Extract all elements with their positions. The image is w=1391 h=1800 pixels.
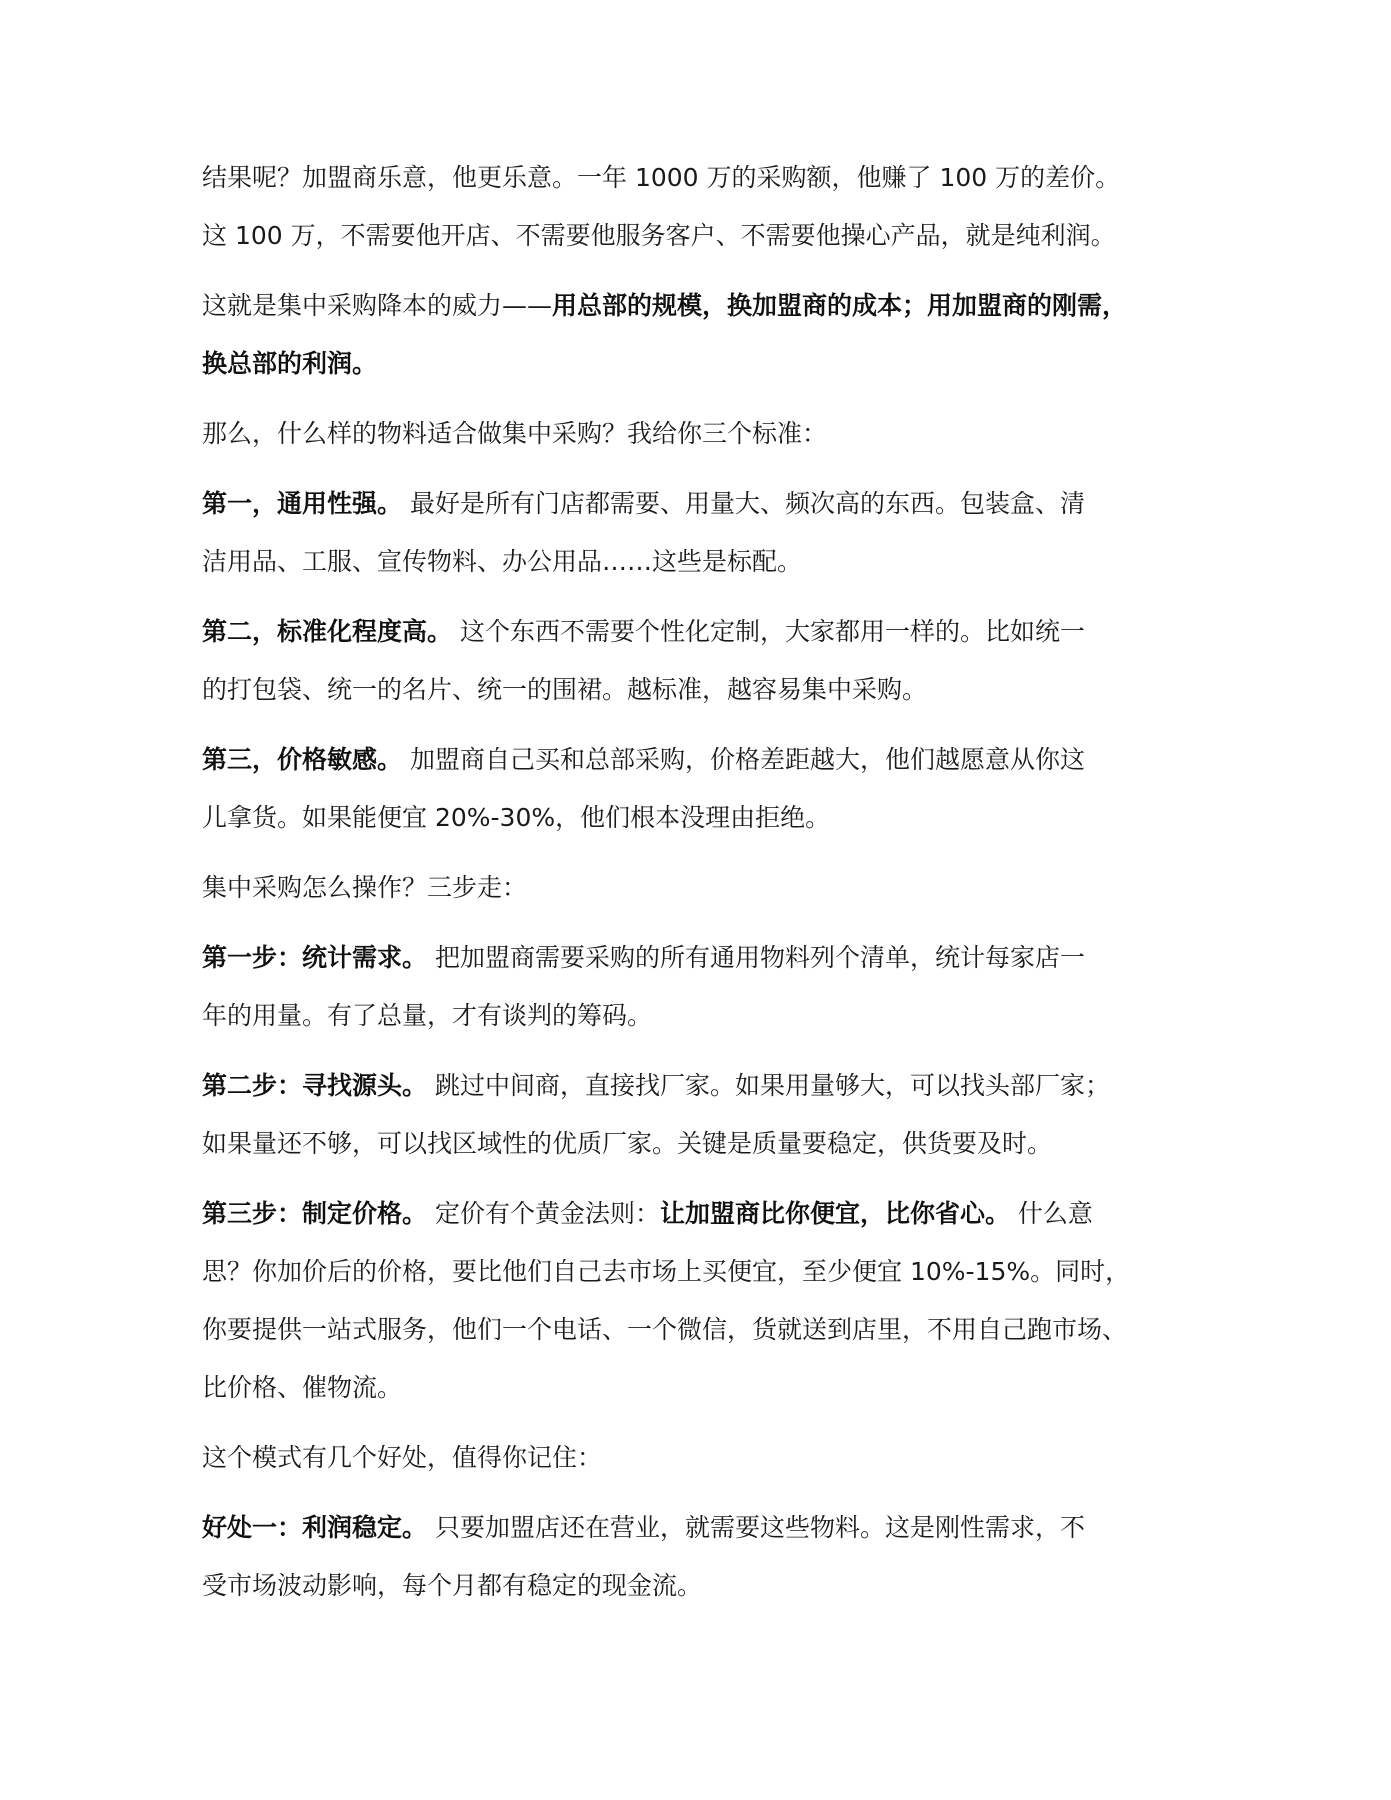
text-bold: 好处一：利润稳定。	[202, 1513, 428, 1542]
text-line: 年的用量。有了总量，才有谈判的筹码。	[202, 1001, 653, 1030]
text-line	[202, 1196, 1202, 1232]
text-plain: 跳过中间商，直接找厂家。如果用量够大，可以找头部厂家；	[427, 1071, 1110, 1100]
paragraph-step-3	[202, 1196, 1202, 1406]
text-line	[202, 1068, 1202, 1104]
text-line: 儿拿货。如果能便宜 20%-30%，他们根本没理由拒绝。	[202, 803, 831, 832]
text-bold: 让加盟商比你便宜，比你省心。	[659, 1199, 1010, 1228]
text-line	[202, 940, 1202, 976]
text-plain: 只要加盟店还在营业，就需要这些物料。这是刚性需求，不	[427, 1513, 1085, 1542]
text-bold: 第二步：寻找源头。	[202, 1071, 428, 1100]
text-plain: 这就是集中采购降本的威力——	[202, 291, 553, 320]
text-plain: 什么意	[1009, 1199, 1093, 1228]
text-plain: 最好是所有门店都需要、用量大、频次高的东西。包装盒、清	[402, 489, 1085, 518]
paragraph-criteria-intro	[202, 416, 1202, 452]
paragraph-criterion-3	[202, 742, 1202, 836]
text-plain: 定价有个黄金法则：	[427, 1199, 660, 1228]
paragraph-benefit-1	[202, 1510, 1202, 1604]
text-line: 集中采购怎么操作？三步走：	[202, 873, 528, 902]
text-line: 洁用品、工服、宣传物料、办公用品……这些是标配。	[202, 547, 803, 576]
paragraph-power-of-central-purchasing	[202, 288, 1202, 382]
text-bold: 第二，标准化程度高。	[202, 617, 453, 646]
text-line	[202, 346, 1202, 382]
text-line: 你要提供一站式服务，他们一个电话、一个微信，货就送到店里，不用自己跑市场、	[202, 1315, 1128, 1344]
document-page	[202, 160, 1202, 1604]
text-line	[202, 288, 1202, 324]
paragraph-steps-intro	[202, 870, 1202, 906]
text-line	[202, 1510, 1202, 1546]
text-plain: 加盟商自己买和总部采购，价格差距越大，他们越愿意从你这	[402, 745, 1085, 774]
text-line: 思？你加价后的价格，要比他们自己去市场上买便宜，至少便宜 10%-15%。同时，	[202, 1257, 1131, 1286]
text-line	[202, 742, 1202, 778]
paragraph-criterion-1	[202, 486, 1202, 580]
text-line: 比价格、催物流。	[202, 1373, 403, 1402]
text-line: 结果呢？加盟商乐意，他更乐意。一年 1000 万的采购额，他赚了 100 万的差价。	[202, 163, 1121, 192]
text-line	[202, 614, 1202, 650]
paragraph-step-2	[202, 1068, 1202, 1162]
text-bold: 第一步：统计需求。	[202, 943, 428, 972]
text-bold: 用总部的规模，换加盟商的成本；用加盟商的刚需，	[552, 291, 1128, 320]
text-line	[202, 486, 1202, 522]
text-line: 这个模式有几个好处，值得你记住：	[202, 1443, 603, 1472]
text-line: 如果量还不够，可以找区域性的优质厂家。关键是质量要稳定，供货要及时。	[202, 1129, 1053, 1158]
text-plain: 把加盟商需要采购的所有通用物料列个清单，统计每家店一	[427, 943, 1085, 972]
text-bold: 第三，价格敏感。	[202, 745, 403, 774]
paragraph-profit-result	[202, 160, 1202, 254]
text-line: 这 100 万，不需要他开店、不需要他服务客户、不需要他操心产品，就是纯利润。	[202, 221, 1116, 250]
paragraph-benefits-intro	[202, 1440, 1202, 1476]
text-bold: 第三步：制定价格。	[202, 1199, 428, 1228]
paragraph-step-1	[202, 940, 1202, 1034]
text-line: 的打包袋、统一的名片、统一的围裙。越标准，越容易集中采购。	[202, 675, 928, 704]
text-bold: 换总部的利润。	[202, 349, 378, 378]
text-line: 那么，什么样的物料适合做集中采购？我给你三个标准：	[202, 419, 828, 448]
paragraph-criterion-2	[202, 614, 1202, 708]
text-plain: 这个东西不需要个性化定制，大家都用一样的。比如统一	[452, 617, 1085, 646]
text-bold: 第一，通用性强。	[202, 489, 403, 518]
text-line: 受市场波动影响，每个月都有稳定的现金流。	[202, 1571, 703, 1600]
